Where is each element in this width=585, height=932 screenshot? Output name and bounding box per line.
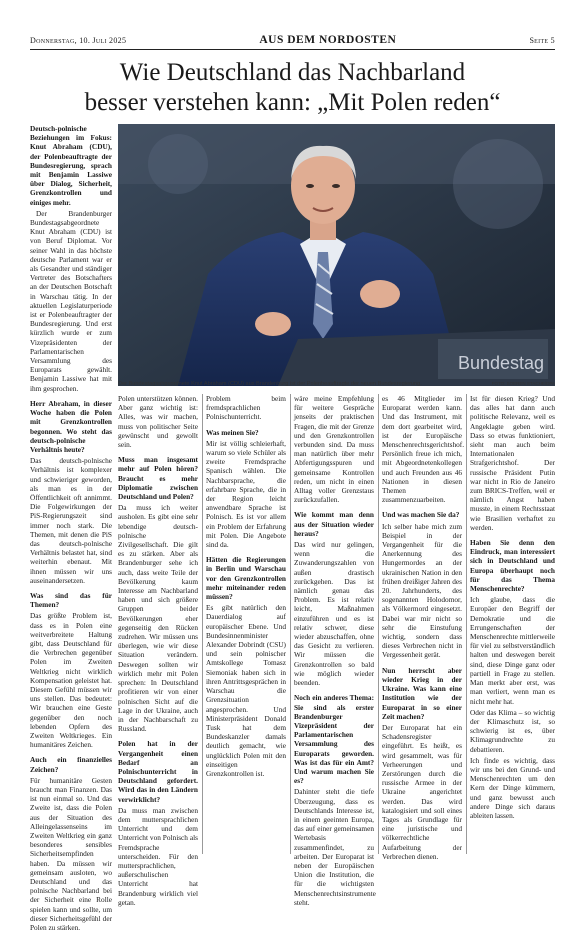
article-column-4 bbox=[294, 394, 376, 907]
caption-text: Der Bundestagsabgeordnete Knut Abraham (CDU) aus Brandenburg ist der Polenbeauftragte der neuen Bundesregierung. bbox=[118, 381, 422, 387]
question: Noch ein anderes Thema: Sie sind als erster Brandenburger Vizepräsident der Parlamentarischen Versammlung des Europarats geworden. Was ist das für ein Amt? Und warum machen Sie es? bbox=[294, 693, 374, 786]
masthead bbox=[30, 33, 555, 47]
question: Herr Abraham, in dieser Woche haben die Polen mit Grenzkontrollen begonnen. Wo steht das deutsch-polnische Verhältnis heute? bbox=[30, 398, 112, 454]
answer: Es gibt natürlich den Dauerdialog auf europäischer Ebene. Und Bundesinnenminister Alexander Dobrindt (CSU) und sein polnischer Amtskollege Tomasz Siemoniak haben sich in ihren Antrittsgesprächen in Warschau die Grenzsituation angesprochen. Und Ministerpräsident Donald Tusk hat dem Bundeskanzler damals deutlich gemacht, wie unglücklich Polen mit den einseitigen Grenzkontrollen ist. bbox=[206, 603, 286, 778]
question: Hätten die Regierungen in Berlin und Warschau vor den Grenzkontrollen mehr miteinander reden müssen? bbox=[206, 555, 286, 602]
photo-caption bbox=[118, 381, 555, 387]
article-column-6 bbox=[470, 394, 555, 854]
question: Haben Sie denn den Eindruck, man interessiert sich in Deutschland und Europa überhaupt noch für das Thema Menschenrechte? bbox=[470, 538, 555, 594]
question: Nun herrscht aber wieder Krieg in der Ukraine. Was kann eine Institution wie der Europarat in so einer Zeit machen? bbox=[382, 665, 462, 721]
section-title: AUS DEM NORDOSTEN bbox=[259, 34, 397, 46]
lectern-text: Bundestag bbox=[458, 353, 545, 373]
column-rule bbox=[290, 394, 291, 854]
headline-line-2: besser verstehen kann: „Mit Polen reden“ bbox=[84, 89, 501, 116]
article-lead: Deutsch-polnische Beziehungen im Fokus: Knut Abraham (CDU), der Polenbeauftragte der Bundesregierung, sprach mit Benjamin Lassiwe über Dialog, Sicherheit, Grenzkontrollen und einiges mehr. bbox=[30, 124, 112, 207]
article-column-5 bbox=[382, 394, 465, 861]
answer: Ich selber habe mich zum Beispiel in der Vergangenheit für die Anerkennung des Hungermordes an der ukrainischen Nation in den frühen dreißiger Jahren des 20. Jahrhunderts, des sogenannten Holodomor, als Völkermord eingesetzt. Dabei war mir nicht so sehr die Einstufung wichtig, sondern dass dieses Verbrechen nicht in Vergessenheit gerät. bbox=[382, 521, 462, 660]
article-column-1 bbox=[30, 124, 112, 932]
answer: wäre meine Empfehlung für weitere Gespräche jenseits der praktischen Fragen, die mit der Grenze und den Grenzkontrollen verbunden sind. Da muss man natürlich über mehr Abfertigungsspuren und gemeinsame Kontrollen reden, um nicht in einen Alltag voller Grenzstaus zurückzufallen. bbox=[294, 394, 374, 505]
answer: Das deutsch-polnische Verhältnis ist komplexer und schwieriger geworden, als man es in der Öffentlichkeit oft annimmt. Die Folgewirkungen der PiS-Regierungszeit sind immer noch stark. Die Themen, mit denen die PiS das deutsch-polnische Verhältnis belastet hat, sind weiterhin ebenaut. Mit ihnen müssen wir uns auseinandersetzen. bbox=[30, 456, 112, 585]
answer: Das wird nur gelingen, wenn die Zuwanderungszahlen von außen drastisch zurückgehen. Das ist nämlich genau das Problem. Es ist relativ leicht, Maßnahmen einzuführen und es ist relativ schwer, diese wieder abzuschaffen, ohne das Gesicht zu verlieren. Wir müssen die Grenzkontrollen so bald wie möglich wieder beenden. bbox=[294, 540, 374, 688]
question: Wie kommt man denn aus der Situation wieder heraus? bbox=[294, 510, 374, 538]
column-rule bbox=[466, 394, 467, 854]
answer: Da muss man zwischen dem muttersprachlichen Unterricht und dem Unterricht von Polnisch als Fremdsprache unterscheiden. Für den muttersprachlichen, außerschulischen Unterricht hat Brandenburg wirklich viel getan. bbox=[118, 805, 198, 907]
question: Muss man insgesamt mehr auf Polen hören? Braucht es mehr Diplomatie zwischen Deutschland und Polen? bbox=[118, 455, 198, 502]
answer: Der Europarat hat ein Schadensregister eingeführt. Es heißt, es wird gesammelt, was für Verheerungen und Zerstörungen durch die russische Armee in der Ukraine angerichtet werden. Das wird katalogisiert und soll eines Tages als Grundlage für eine juristische und völkerrechtliche Aufarbeitung der Verbrechen dienen. bbox=[382, 722, 462, 861]
headline-line-1: Wie Deutschland das Nachbarland bbox=[119, 59, 466, 86]
answer: Ist für diesen Krieg? Und das alles hat dann auch politische Relevanz, weil es Angeklagte geben wird. Dass so etwas funktioniert, sieht man auch beim Internationalen Strafgerichtshof. Der russische Präsident Putin war nicht in Rio de Janeiro zum BRICS-Treffen, weil er nämlich Angst haben musste, in einem Rechtsstaat wie Brasilien verhaftet zu werden. bbox=[470, 394, 555, 532]
speaker-photo-illustration bbox=[118, 124, 555, 386]
answer: Oder das Klima – so wichtig der Klimaschutz ist, so schwierig ist es, über Klimagrundrechte zu debattieren. bbox=[470, 707, 555, 754]
question: Und was machen Sie da? bbox=[382, 510, 460, 520]
answer: Für humanitäre Gesten braucht man Finanzen. Das ist nun einmal so. Und das Zweite ist, dass die Polen aus der Situation des Alleingelassenseins im Zweiten Weltkrieg ein ganz besonderes sensibles Sicherheitsempfinden haben. Da müssen wir gemeinsam ausloten, wo Deutschland und das polnische Nachbarland bei der Sicherheit eine Rolle spielen kann und sollte, um dieser Sicherheitsgefühl der Polen zu stärken. bbox=[30, 775, 112, 932]
answer: Ich glaube, dass die Europäer den Begriff der Demokratie und die Errungenschaften der Menschenrechte mittlerweile für viel zu selbstverständlich halten und deswegen bereit sind, diese Dinge ganz oder partiell in Frage zu stellen. Man merkt aber erst, was man verliert, wenn man es nicht mehr hat. bbox=[470, 595, 555, 706]
issue-date: Donnerstag, 10. Juli 2025 bbox=[30, 35, 127, 45]
masthead-rule bbox=[30, 49, 555, 50]
column-rule bbox=[202, 394, 203, 854]
question: Was meinen Sie? bbox=[206, 427, 259, 437]
answer: Problem beim fremdsprachlichen Polnischunterricht. bbox=[206, 394, 286, 422]
answer: Dahinter steht die tiefe Überzeugung, dass es Deutschlands Interesse ist, in einem geeinten Europa, das auf einer gemeinsamen Wertebasis zusammenfindet, zu arbeiten. Der Europarat ist neben der Europäischen Union die Institution, die für die wichtigsten Menschenrechtsinstrumente steht. bbox=[294, 787, 376, 907]
answer: Da muss ich weiter ausholen. Es gibt eine sehr lebendige deutsch-polnische Zivilgesellschaft. Die gilt es zu stärken. Aber als Brandenburger sehe ich auch, dass weite Teile der Bevölkerung kaum Interesse am Nachbarland haben und sich größere Gruppen beider Bevölkerungen eher gegenseitig den Rücken zudrehen. Wir müssen uns überlegen, wie wir diese Situation verändern. Deswegen sollten wir wirklich mehr mit Polen sprechen: In Deutschland profitieren wir von einer polnischen Sicht auf die Lage in der Ukraine, auch in der Nachbarschaft zu Russland. bbox=[118, 503, 198, 734]
intro-paragraph: Der Brandenburger Bundestagsabgeordnete Knut Abraham (CDU) ist von Beruf Diplomat. Vor seiner Wahl in das höchste deutsche Parlament war er als Gesandter und ständiger Vertreter des Botschafters an der Deutschen Botschaft in Warschau tätig. In der aktuellen Legislaturperiode ist er Polenbeauftragter der Bundesregierung. Und erst kürzlich wurde er zum Vizepräsidenten der Parlamentarischen Versammlung des Europarats gewählt. Benjamin Lassiwe hat mit ihm gesprochen. bbox=[30, 208, 112, 393]
answer: Das größte Problem ist, dass es in Polen eine weitverbreitete Haltung gibt, dass Deutschland für die Verbrechen gegenüber Polen im Zweiten Weltkrieg nicht wirklich Kompensation geleistet hat. Diesem Gefühl müssen wir uns stellen. Das bedeutet: Wir brauchen eine Geste gegenüber den noch lebenden Opfern des Zweiten Weltkrieges. Ein humanitäres Zeichen. bbox=[30, 611, 112, 750]
answer: Mir ist völlig schleierhaft, warum so viele Schüler als zweite Fremdsprache Spanisch wählen. Die Nachbarsprache, die erfahrbare Sprache, die in der Region leicht anwendbare Sprache ist Polnisch. Es ist vor allem ein Problem der Erfahrung mit Polen. Die Angebote sind da. bbox=[206, 438, 286, 550]
article-photo bbox=[118, 124, 555, 386]
headline bbox=[30, 58, 555, 118]
question: Polen hat in der Vergangenheit einen Bedarf an Polnischunterricht in Deutschland gefordert. Wird das in den Ländern verwirklicht? bbox=[118, 739, 198, 804]
answer: es 46 Mitglieder im Europarat werden kann. Und das Instrument, mit dem dort gearbeitet wird, ist der Europäische Menschenrechtsgerichtshof. Persönlich freue ich mich, mit Abgeordnetenkollegen und auch Freunden aus 46 Nationen in diesen Themen zusammenzuarbeiten. bbox=[382, 394, 465, 505]
article-column-3 bbox=[206, 394, 286, 854]
photo-credit: FOTO: SOEREN STACHE/DPA bbox=[491, 381, 555, 386]
answer: Ich finde es wichtig, dass wir uns bei den Grund- und Menschenrechten um den Kern der Dinge kümmern, und ganz bewusst auch andere Dinge sich daraus ableiten lassen. bbox=[470, 755, 555, 820]
question: Was sind das für Themen? bbox=[30, 590, 112, 610]
page-number: Seite 5 bbox=[529, 35, 555, 45]
question: Auch ein finanzielles Zeichen? bbox=[30, 755, 112, 774]
column-rule bbox=[378, 394, 379, 854]
answer: Polen unterstützen können. Aber ganz wichtig ist: Alles, was wir machen, muss von politischer Seite gewünscht und gewollt sein. bbox=[118, 394, 198, 450]
article-column-2 bbox=[118, 394, 198, 907]
